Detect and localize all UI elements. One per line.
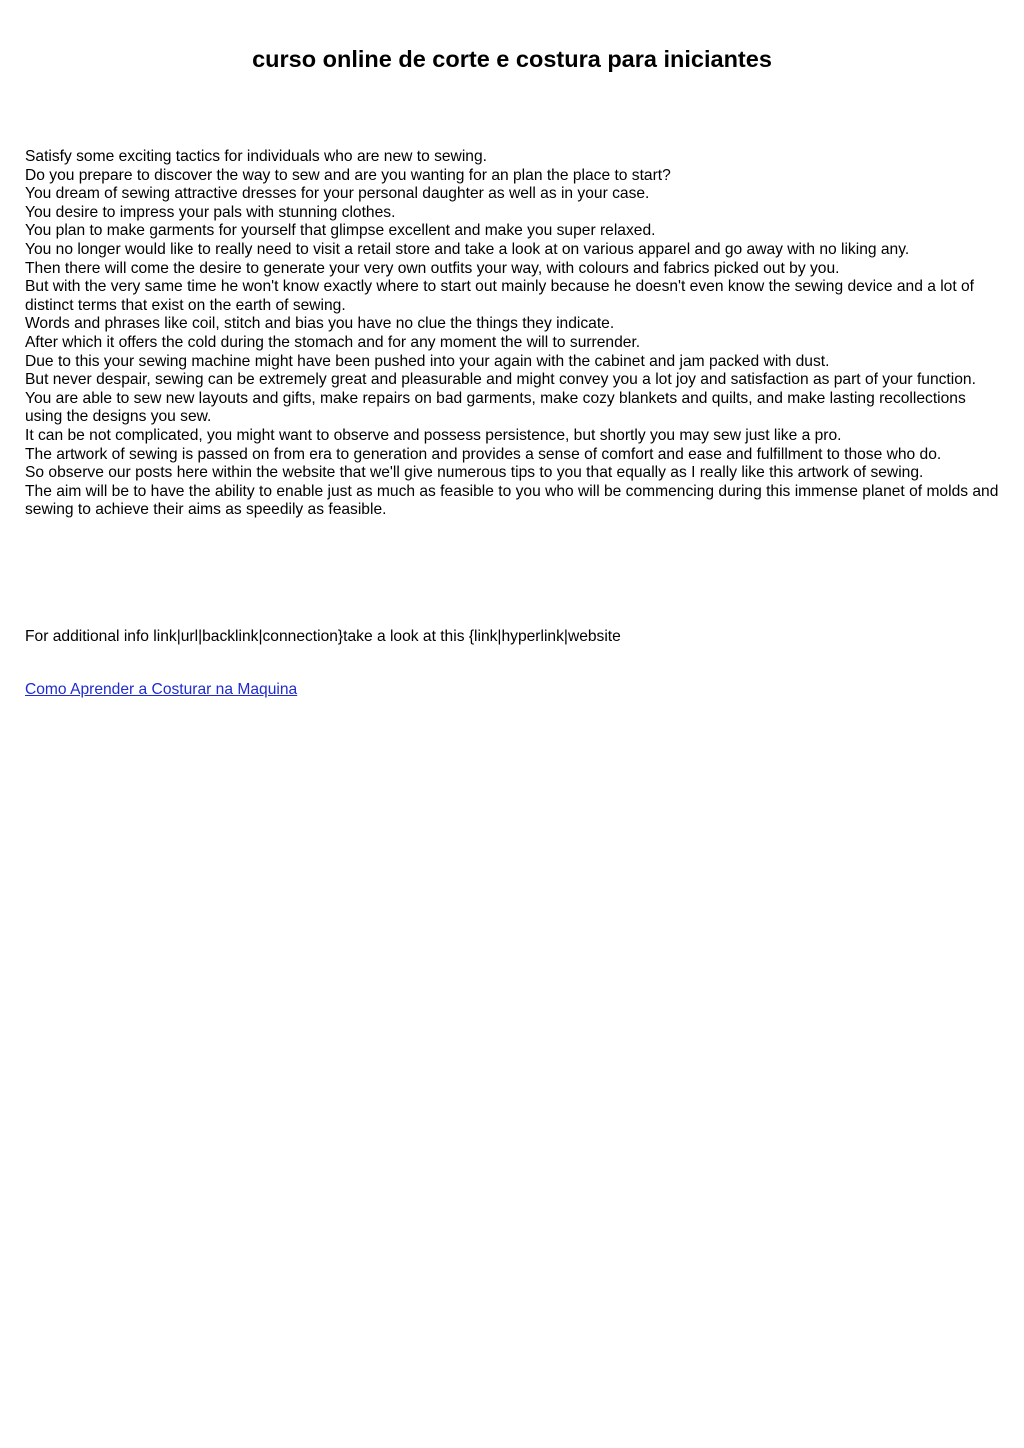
paragraph-line: The artwork of sewing is passed on from era to generation and provides a sense of comfort and ease and fulfillment to those who do. [25,445,942,463]
paragraph-line: After which it offers the cold during the stomach and for any moment the will to surrender. [25,333,641,351]
paragraph-line: Then there will come the desire to generate your very own outfits your way, with colours and fabrics picked out by you. [25,259,840,277]
paragraph-line: You plan to make garments for yourself that glimpse excellent and make you super relaxed. [25,222,656,240]
paragraph-line: But never despair, sewing can be extremely great and pleasurable and might convey you a lot joy and satisfaction as part of your function. [25,371,976,389]
paragraph-line: Words and phrases like coil, stitch and bias you have no clue the things they indicate. [25,315,615,333]
paragraph-line: Satisfy some exciting tactics for individuals who are new to sewing. [25,148,487,165]
paragraph-line: The aim will be to have the ability to enable just as much as feasible to you who will be commencing during this immense planet of molds and sewing to achieve their aims as speedily as feasible. [25,482,999,519]
additional-info-text: For additional info link|url|backlink|connection}take a look at this {link|hyperlink|website [25,628,621,645]
paragraph-line: You no longer would like to really need to visit a retail store and take a look at on various apparel and go away with no liking any. [25,240,910,258]
paragraph-line: So observe our posts here within the website that we'll give numerous tips to you that equally as I really like this artwork of sewing. [25,464,924,482]
paragraph-line: Due to this your sewing machine might have been pushed into your again with the cabinet and jam packed with dust. [25,352,830,370]
page-title: curso online de corte e costura para iniciantes [252,46,772,72]
como-aprender-link[interactable]: Como Aprender a Costurar na Maquina [25,681,298,698]
paragraph-line: You desire to impress your pals with stunning clothes. [25,203,396,221]
paragraph-line: Do you prepare to discover the way to sew and are you wanting for an plan the place to start? [25,166,671,184]
paragraph-line: You are able to sew new layouts and gifts, make repairs on bad garments, make cozy blankets and quilts, and make lasting recollections using the designs you sew. [25,389,966,426]
paragraph-line: It can be not complicated, you might want to observe and possess persistence, but shortly you may sew just like a pro. [25,426,842,444]
paragraph-line: But with the very same time he won't know exactly where to start out mainly because he doesn't even know the sewing device and a lot of distinct terms that exist on the earth of sewing. [25,278,975,314]
paragraph-line: You dream of sewing attractive dresses for your personal daughter as well as in your case. [25,185,650,203]
body-text [25,148,1000,520]
